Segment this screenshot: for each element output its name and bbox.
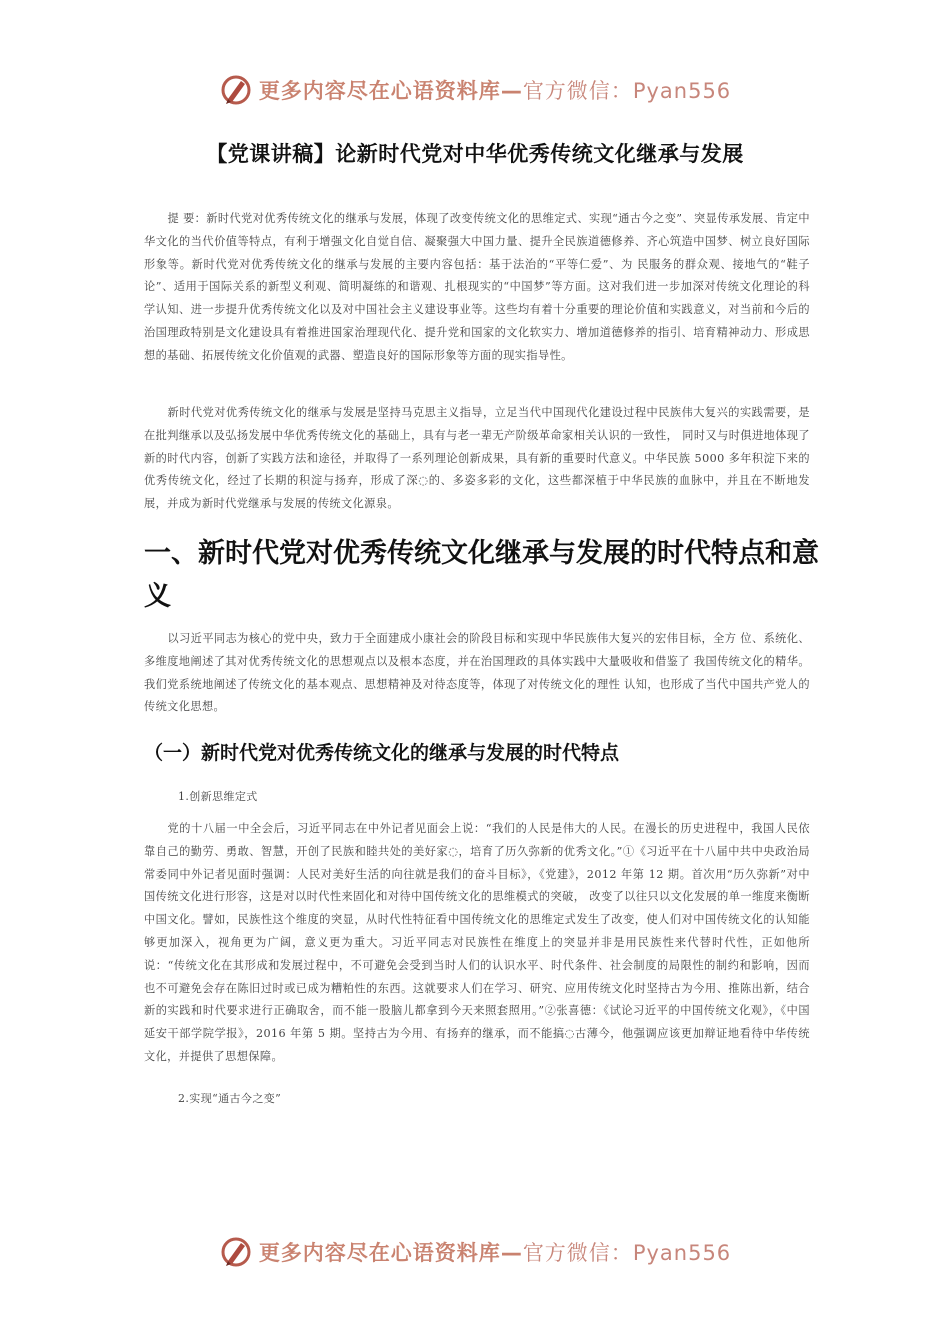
abstract-block xyxy=(144,208,810,368)
intro-paragraph: 新时代党对优秀传统文化的继承与发展是坚持马克思主义指导，立足当代中国现代化建设过程中民族伟大复兴的实践需要，是在批判继承以及弘扬发展中华优秀传统文化的基础上，具有与老一辈无产阶级革命家相关认识的一致性， 同时又与时俱进地体现了新的时代内容，创新了实践方法和途径，并取得了一系列理论创新成果，具有新的重要时代意义。中华民族 5000 多年积淀下来的优秀传统文化，经过了长期的积淀与扬弃，形成了深◌的、多姿多彩的文化，这些都深植于中华民族的血脉中，并且在不断地发展，并成为新时代党继承与发展的传统文化源泉。 xyxy=(144,406,810,511)
watermark-banner-bottom xyxy=(0,1232,950,1272)
document-title: 【党课讲稿】论新时代党对中华优秀传统文化继承与发展 xyxy=(206,142,744,166)
section1-block xyxy=(144,628,810,719)
banner-wechat-label: 官方微信： xyxy=(522,1241,633,1265)
item-heading-2: 2.实现“通古今之变” xyxy=(178,1092,282,1105)
banner-main-text: 更多内容尽在心语资料库 xyxy=(258,1241,501,1265)
item1-body-block xyxy=(144,818,810,1069)
watermark-banner-top xyxy=(0,70,950,110)
section1-paragraph: 以习近平同志为核心的党中央，致力于全面建成小康社会的阶段目标和实现中华民族伟大复兴的宏伟目标，全方 位、系统化、多维度地阐述了其对优秀传统文化的思想观点以及根本态度，并在治国理政的具体实践中大量吸收和借鉴了 我国传统文化的精华。我们党系统地阐述了传统文化的基本观点、思想精神及对待态度等，体现了对传统文化的理性 认知，也形成了当代中国共产党人的传统文化思想。 xyxy=(144,632,810,714)
banner-dash: — xyxy=(500,1241,523,1265)
pen-logo-icon xyxy=(219,1235,253,1269)
item1-heading-block xyxy=(144,788,810,804)
item2-heading-block xyxy=(144,1090,810,1106)
banner-wechat-id: Pyan556 xyxy=(632,1241,732,1265)
intro-block xyxy=(144,402,810,516)
banner-main-text: 更多内容尽在心语资料库 xyxy=(258,79,501,103)
banner-wechat-label: 官方微信： xyxy=(522,79,633,103)
abstract-paragraph: 提 要：新时代党对优秀传统文化的继承与发展，体现了改变传统文化的思维定式、实现“通古今之变”、突显传承发展、肯定中华文化的当代价值等特点，有利于增强文化自觉自信、凝聚强大中国力量、提升全民族道德修养、齐心筑造中国梦、树立良好国际形象等。新时代党对优秀传统文化的继承与发展的主要内容包括：基于法治的“平等仁爱”、为 民服务的群众观、接地气的“鞋子论”、适用于国际关系的新型义利观、简明凝练的和谐观、扎根现实的“中国梦”等方面。这对我们进一步加深对传统文化理论的科学认知、进一步提升优秀传统文化以及对中国社会主义建设事业等。这些均有着十分重要的理论价值和实践意义，对当前和今后的治国理政特别是文化建设具有着推进国家治理现代化、提升党和国家的文化软实力、增加道德修养的指引、培育精神动力、形成思想的基础、拓展传统文化价值观的武器、塑造良好的国际形象等方面的现实指导性。 xyxy=(144,212,810,362)
section-heading-1: 一、新时代党对优秀传统文化继承与发展的时代特点和意义 xyxy=(144,538,819,612)
item1-paragraph: 党的十八届一中全会后，习近平同志在中外记者见面会上说：“我们的人民是伟大的人民。在漫长的历史进程中，我国人民依靠自己的勤劳、勇敢、智慧，开创了民族和睦共处的美好家◌，培育了历久弥新的优秀文化。”①《习近平在十八届中共中央政治局常委同中外记者见面时强调：人民对美好生活的向往就是我们的奋斗目标》，《党建》，2012 年第 12 期。首次用“历久弥新”对中国传统文化进行形容，这是对以时代性来固化和对待中国传统文化的思维模式的突破， 改变了以往只以文化发展的单一维度来衡断中国文化。譬如，民族性这个维度的突显，从时代性特征看中国传统文化的思维定式发生了改变，使人们对中国传统文化的认知能够更加深入，视角更为广阔，意义更为重大。习近平同志对民族性在维度上的突显并非是用民族性来代替时代性，正如他所说：“传统文化在其形成和发展过程中，不可避免会受到当时人们的认识水平、时代条件、社会制度的局限性的制约和影响，因而也不可避免会存在陈旧过时或已成为糟粕性的东西。这就要求人们在学习、研究、应用传统文化时坚持古为今用、推陈出新，结合新的实践和时代要求进行正确取舍，而不能一股脑儿都拿到今天来照套照用。”②张喜德：《试论习近平的中国传统文化观》，《中国延安干部学院学报》，2016 年第 5 期。坚持古为今用、有扬弃的继承，而不能搞◌古薄今，他强调应该更加辩证地看待中华传统文化，并提供了思想保障。 xyxy=(144,822,810,1063)
subsection-heading-1: （一）新时代党对优秀传统文化的继承与发展的时代特点 xyxy=(144,742,620,764)
banner-dash: — xyxy=(500,79,523,103)
pen-logo-icon xyxy=(219,73,253,107)
item-heading-1: 1.创新思维定式 xyxy=(178,790,258,803)
banner-wechat-id: Pyan556 xyxy=(632,79,732,103)
